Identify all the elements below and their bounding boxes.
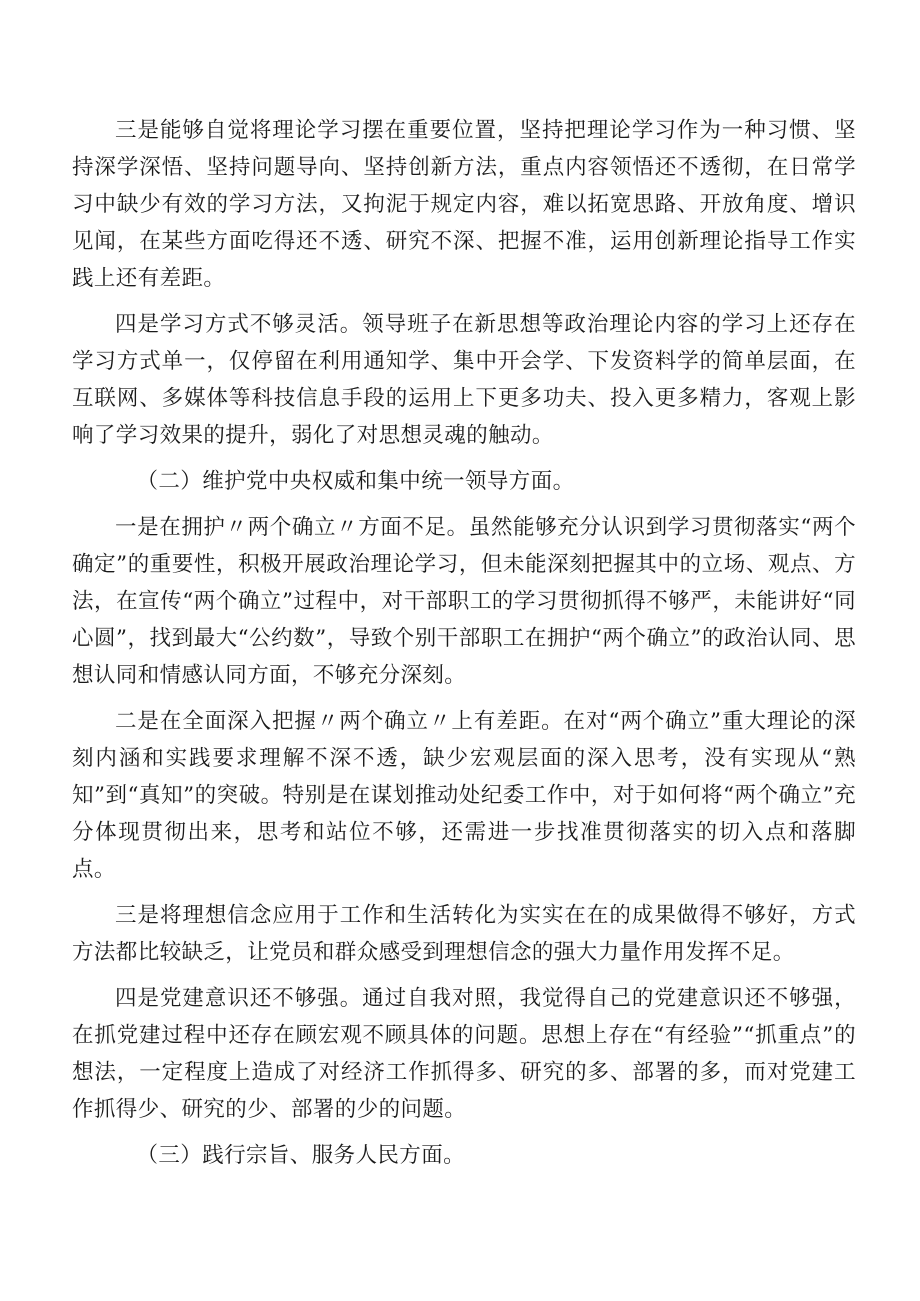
paragraph-theory-study: 三是能够自觉将理论学习摆在重要位置，坚持把理论学习作为一种习惯、坚持深学深悟、坚持问题导向、坚持创新方法，重点内容领悟还不透彻，在日常学习中缺少有效的学习方法，又拘泥于规定内容，难以拓宽思路、开放角度、增识见闻，在某些方面吃得还不透、研究不深、把握不准，运用创新理论指导工作实践上还有差距。 (72, 118, 856, 291)
section-heading-2: （二）维护党中央权威和集中统一领导方面。 (136, 469, 575, 494)
section-heading-3: （三）践行宗旨、服务人民方面。 (136, 1143, 466, 1168)
paragraph-study-method: 四是学习方式不够灵活。领导班子在新思想等政治理论内容的学习上还存在学习方式单一，仅停留在利用通知学、集中开会学、下发资料学的简单层面，在互联网、多媒体等科技信息手段的运用上下更多功夫、投入更多精力，客观上影响了学习效果的提升，弱化了对思想灵魂的触动。 (72, 312, 856, 448)
document-body (72, 112, 856, 1183)
paragraph-support-two-establishments: 一是在拥护〃两个确立〃方面不足。虽然能够充分认识到学习贯彻落实“两个确定”的重要性，积极开展政治理论学习，但未能深刻把握其中的立场、观点、方法，在宣传“两个确立”过程中，对干部职工的学习贯彻抓得不够严，未能讲好“同心圆”，找到最大“公约数”，导致个别干部职工在拥护“两个确立”的政治认同、思想认同和情感认同方面，不够充分深刻。 (72, 515, 856, 688)
paragraph-party-building: 四是党建意识还不够强。通过自我对照，我觉得自己的党建意识还不够强，在抓党建过程中还存在顾宏观不顾具体的问题。思想上存在“有经验”“抓重点”的想法，一定程度上造成了对经济工作抓得多、研究的多、部署的多，而对党建工作抓得少、研究的少、部署的少的问题。 (72, 986, 856, 1122)
paragraph-grasp-two-establishments: 二是在全面深入把握〃两个确立〃上有差距。在对“两个确立”重大理论的深刻内涵和实践要求理解不深不透，缺少宏观层面的深入思考，没有实现从“熟知”到“真知”的突破。特别是在谋划推动处纪委工作中，对于如何将“两个确立”充分体现贯彻出来，思考和站位不够，还需进一步找准贯彻落实的切入点和落脚点。 (72, 709, 856, 882)
paragraph-ideals-beliefs: 三是将理想信念应用于工作和生活转化为实实在在的成果做得不够好，方式方法都比较缺乏，让党员和群众感受到理想信念的强大力量作用发挥不足。 (72, 903, 856, 965)
